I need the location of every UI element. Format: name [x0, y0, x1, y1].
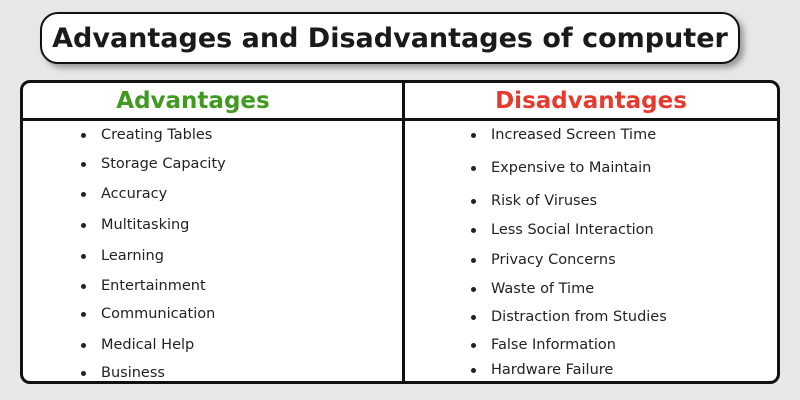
bullet-icon: [81, 284, 86, 289]
list-item-label: Business: [101, 365, 165, 381]
list-item-label: Risk of Viruses: [491, 193, 598, 209]
disadvantages-heading: Disadvantages: [495, 87, 687, 114]
list-item-label: Storage Capacity: [101, 156, 226, 172]
title-banner: [40, 12, 740, 64]
bullet-icon: [471, 368, 476, 373]
list-item-label: Expensive to Maintain: [491, 160, 652, 176]
bullet-icon: [471, 343, 476, 348]
list-item-label: Accuracy: [101, 186, 168, 202]
list-item-label: Communication: [101, 306, 216, 322]
bullet-icon: [471, 166, 476, 171]
bullet-icon: [471, 287, 476, 292]
bullet-icon: [81, 192, 86, 197]
bullet-icon: [81, 343, 86, 348]
page-title: Advantages and Disadvantages of computer: [52, 22, 728, 54]
bullet-icon: [81, 223, 86, 228]
list-item-label: Waste of Time: [491, 281, 595, 297]
list-item-label: Privacy Concerns: [491, 252, 616, 268]
bullet-icon: [81, 371, 86, 376]
header-divider: [23, 118, 777, 121]
list-item-label: Learning: [101, 248, 164, 264]
list-item-label: False Information: [491, 337, 616, 353]
bullet-icon: [81, 133, 86, 138]
list-item-label: Hardware Failure: [491, 362, 614, 378]
list-item-label: Creating Tables: [101, 127, 213, 143]
bullet-icon: [81, 312, 86, 317]
bullet-icon: [471, 228, 476, 233]
list-item-label: Multitasking: [101, 217, 190, 233]
bullet-icon: [81, 162, 86, 167]
column-divider: [402, 83, 405, 381]
bullet-icon: [471, 133, 476, 138]
advantages-heading: Advantages: [116, 87, 270, 114]
list-item-label: Distraction from Studies: [491, 309, 667, 325]
comparison-table: [20, 80, 780, 384]
list-item-label: Entertainment: [101, 278, 206, 294]
bullet-icon: [471, 315, 476, 320]
list-item-label: Less Social Interaction: [491, 222, 654, 238]
bullet-icon: [471, 199, 476, 204]
list-item-label: Increased Screen Time: [491, 127, 657, 143]
bullet-icon: [471, 258, 476, 263]
bullet-icon: [81, 254, 86, 259]
list-item-label: Medical Help: [101, 337, 195, 353]
